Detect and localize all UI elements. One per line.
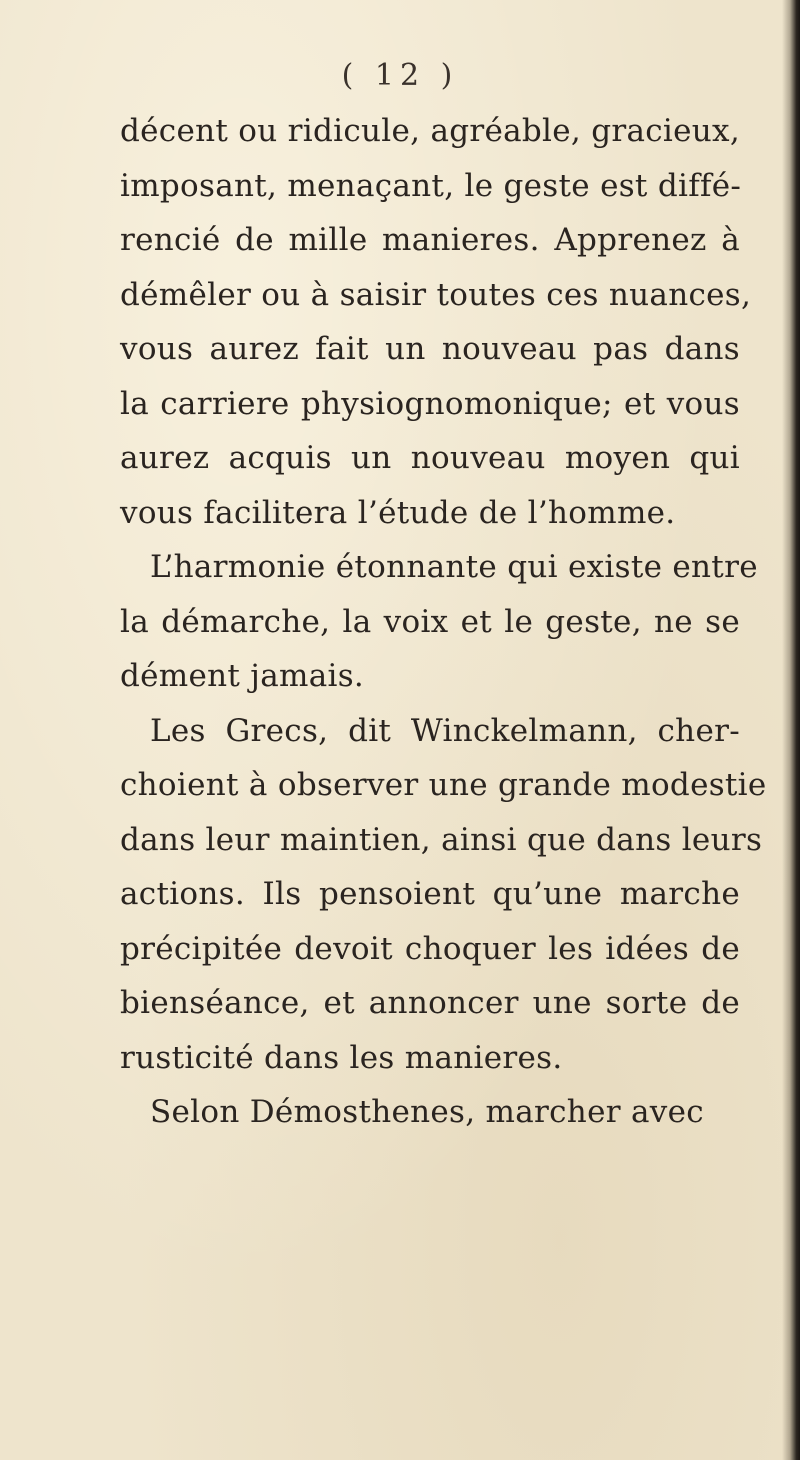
text-line-8: vous facilitera l’étude de l’homme. xyxy=(120,494,676,531)
text-line-7: aurez acquis un nouveau moyen qui xyxy=(120,440,740,476)
text-line-14: dans leur maintien, ainsi que dans leurs xyxy=(120,821,763,858)
text-line-11: dément jamais. xyxy=(120,658,365,694)
text-line-10: la démarche, la voix et le geste, ne se xyxy=(120,603,740,640)
body-text xyxy=(120,104,767,1140)
book-spine-edge xyxy=(782,0,800,1460)
text-line-4: démêler ou à saisir toutes ces nuances, xyxy=(120,276,752,313)
text-line-5: vous aurez fait un nouveau pas dans xyxy=(120,331,740,367)
text-line-19: Selon Démosthenes, marcher avec xyxy=(150,1094,704,1130)
text-line-17: bienséance, et annoncer une sorte de xyxy=(120,985,740,1021)
text-line-2: imposant, menaçant, le geste est diffé- xyxy=(120,167,742,204)
text-line-6: la carriere physiognomonique; et vous xyxy=(120,385,740,422)
text-line-16: précipitée devoit choquer les idées de xyxy=(120,930,740,967)
text-line-3: rencié de mille manieres. Apprenez à xyxy=(120,222,740,258)
text-line-13: choient à observer une grande modestie xyxy=(120,767,767,803)
text-line-18: rusticité dans les manieres. xyxy=(120,1039,563,1076)
text-line-15: actions. Ils pensoient qu’une marche xyxy=(120,876,740,912)
text-line-1: décent ou ridicule, agréable, gracieux, xyxy=(120,113,740,149)
text-line-12: Les Grecs, dit Winckelmann, cher- xyxy=(150,712,740,749)
page-number: ( 12 ) xyxy=(341,58,459,93)
text-line-9: L’harmonie étonnante qui existe entre xyxy=(150,549,758,585)
